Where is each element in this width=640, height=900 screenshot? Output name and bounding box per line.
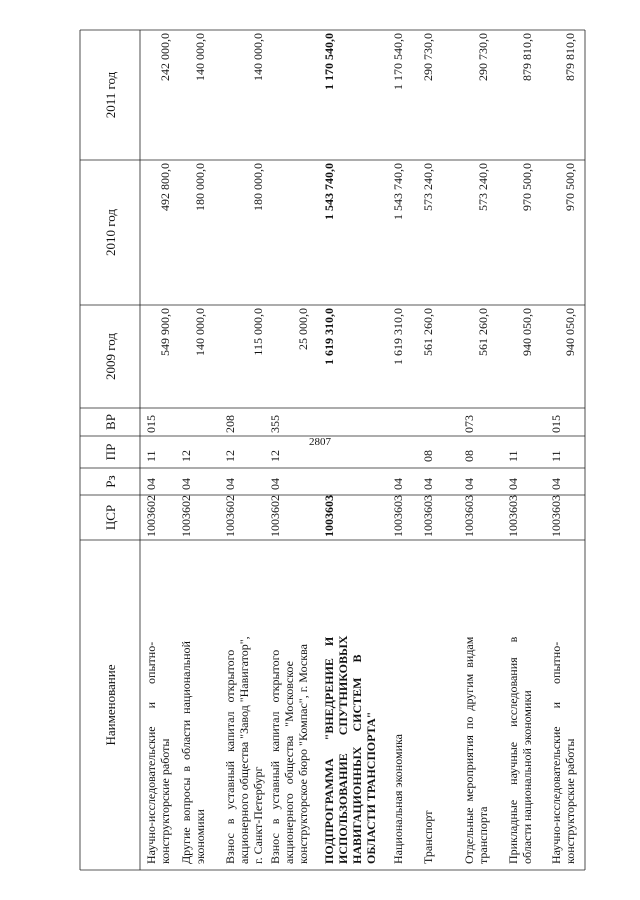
row-5-name: Национальная экономика [391, 734, 405, 864]
row-9-name: Научно-исследовательские и опытно- [549, 641, 563, 864]
row-8-csr: 1003603 [506, 495, 520, 537]
row-7-y2010: 573 240,0 [476, 163, 490, 211]
row-4-y2011: 1 170 540,0 [322, 33, 336, 90]
row-2-name: г. Санкт-Петербург [251, 766, 265, 864]
row-4-name: ОБЛАСТИ ТРАНСПОРТА" [364, 711, 378, 864]
row-5-y2009: 1 619 310,0 [391, 308, 405, 365]
row-0-y2010: 492 800,0 [158, 163, 172, 211]
row-4-name: ПОДПРОГРАММА "ВНЕДРЕНИЕ И [322, 636, 336, 864]
row-8-y2010: 970 500,0 [520, 163, 534, 211]
row-9-pr: 11 [549, 450, 563, 462]
column-header-pr: ПР [103, 443, 118, 461]
row-2-vr: 208 [223, 415, 237, 433]
row-3-csr: 1003602 [268, 495, 282, 537]
row-7-name: Отдельные мероприятия по другим видам [462, 636, 476, 864]
row-3-vr: 355 [268, 415, 282, 433]
column-header-name: Наименование [103, 664, 118, 746]
row-9-y2009: 940 050,0 [563, 308, 577, 356]
row-6-csr: 1003603 [421, 495, 435, 537]
row-8-name: области национальной экономики [520, 690, 534, 864]
row-6-y2009: 561 260,0 [421, 308, 435, 356]
row-9-rz: 04 [549, 478, 563, 490]
row-0-y2011: 242 000,0 [158, 33, 172, 81]
row-7-rz: 04 [462, 478, 476, 490]
row-4-name: ИСПОЛЬЗОВАНИЕ СПУТНИКОВЫХ [336, 635, 350, 864]
row-4-csr: 1003603 [322, 495, 336, 537]
column-header-rz: Рз [103, 475, 118, 488]
column-header-csr: ЦСР [103, 504, 118, 531]
row-9-y2011: 879 810,0 [563, 33, 577, 81]
row-7-name: транспорта [476, 806, 490, 864]
column-header-vr: ВР [103, 414, 118, 430]
row-2-y2011: 140 000,0 [251, 33, 265, 81]
row-5-y2011: 1 170 540,0 [391, 33, 405, 90]
row-3-name: акционерного общества "Московское [282, 661, 296, 864]
row-2-y2010: 180 000,0 [251, 163, 265, 211]
row-4-name: НАВИГАЦИОННЫХ СИСТЕМ В [350, 654, 364, 864]
row-6-y2010: 573 240,0 [421, 163, 435, 211]
row-2-y2009: 115 000,0 [251, 308, 265, 356]
row-7-y2011: 290 730,0 [476, 33, 490, 81]
row-4-y2010: 1 543 740,0 [322, 163, 336, 220]
column-header-y2009: 2009 год [103, 333, 118, 380]
page-number: 2807 [309, 436, 331, 448]
row-1-pr: 12 [179, 450, 193, 462]
row-0-name: конструкторские работы [158, 738, 172, 864]
row-6-rz: 04 [421, 478, 435, 490]
row-7-vr: 073 [462, 415, 476, 433]
column-header-y2010: 2010 год [103, 209, 118, 256]
row-2-rz: 04 [223, 478, 237, 490]
row-5-y2010: 1 543 740,0 [391, 163, 405, 220]
row-6-pr: 08 [421, 450, 435, 462]
column-header-y2011: 2011 год [103, 71, 118, 119]
row-1-y2011: 140 000,0 [193, 33, 207, 81]
row-2-name: Взнос в уставный капитал открытого [223, 649, 237, 864]
row-1-y2009: 140 000,0 [193, 308, 207, 356]
row-8-name: Прикладные научные исследования в [506, 636, 520, 864]
row-0-vr: 015 [144, 415, 158, 433]
row-4-y2009: 1 619 310,0 [322, 308, 336, 365]
row-0-name: Научно-исследовательские и опытно- [144, 641, 158, 864]
row-8-y2011: 879 810,0 [520, 33, 534, 81]
row-9-vr: 015 [549, 415, 563, 433]
row-8-rz: 04 [506, 478, 520, 490]
row-6-y2011: 290 730,0 [421, 33, 435, 81]
row-1-y2010: 180 000,0 [193, 163, 207, 211]
row-0-rz: 04 [144, 478, 158, 490]
row-9-name: конструкторские работы [563, 738, 577, 864]
row-8-pr: 11 [506, 450, 520, 462]
row-3-pr: 12 [268, 450, 282, 462]
row-6-name: Транспорт [421, 810, 435, 864]
row-1-name: экономики [193, 809, 207, 864]
row-2-pr: 12 [223, 450, 237, 462]
row-0-csr: 1003602 [144, 495, 158, 537]
row-3-rz: 04 [268, 478, 282, 490]
row-5-csr: 1003603 [391, 495, 405, 537]
row-7-y2009: 561 260,0 [476, 308, 490, 356]
row-7-pr: 08 [462, 450, 476, 462]
row-0-y2009: 549 900,0 [158, 308, 172, 356]
row-0-pr: 11 [144, 450, 158, 462]
row-9-csr: 1003603 [549, 495, 563, 537]
row-1-rz: 04 [179, 478, 193, 490]
row-3-name: конструкторское бюро "Компас", г. Москва [296, 644, 310, 864]
row-3-y2009: 25 000,0 [296, 308, 310, 350]
row-8-y2009: 940 050,0 [520, 308, 534, 356]
row-5-rz: 04 [391, 478, 405, 490]
row-3-name: Взнос в уставный капитал открытого [268, 649, 282, 864]
row-9-y2010: 970 500,0 [563, 163, 577, 211]
row-1-csr: 1003602 [179, 495, 193, 537]
row-2-csr: 1003602 [223, 495, 237, 537]
row-1-name: Другие вопросы в области национальной [179, 641, 193, 864]
row-2-name: акционерного общества "Завод "Навигатор", [237, 636, 251, 864]
row-7-csr: 1003603 [462, 495, 476, 537]
